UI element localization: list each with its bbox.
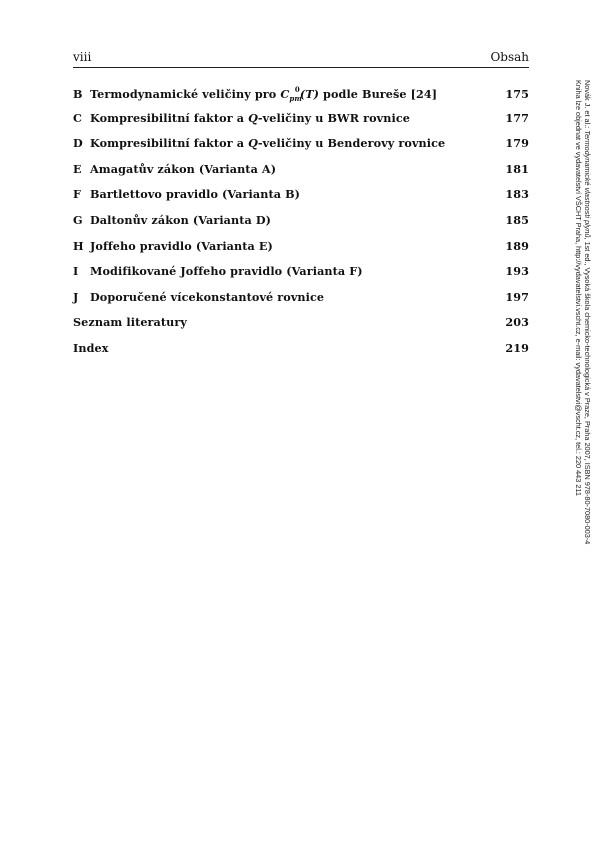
- toc-entry-f[interactable]: [73, 187, 529, 213]
- toc-letter: B: [73, 87, 83, 101]
- citation-line: Novák J. et al.: Termodynamické vlastnosti plynů, 1st ed., Vysoká škola chemicko-technologická v Praze, Praha 2007, ISBN 978-80-7080-003-4: [583, 80, 592, 545]
- toc-entry-c[interactable]: [73, 111, 529, 137]
- toc-page-number: 179: [505, 136, 529, 151]
- toc-entry-d[interactable]: [73, 136, 529, 162]
- toc-title: Termodynamické veličiny pro $C_{pm}^0(T)$ podle Bureše [24]: [90, 85, 438, 103]
- toc-letter: H: [73, 238, 84, 253]
- toc-page-number: 203: [505, 315, 529, 330]
- toc-title: Amagatův zákon (Varianta A): [90, 161, 277, 176]
- toc-page-number: 183: [505, 187, 529, 202]
- toc-page-number: 193: [505, 264, 529, 279]
- order-info-line: Kniha lze objednat ve vydavatelství VŠCHT Praha, http://vydavatelstvi.vscht.cz, e-mail: vydavatelstvi@vscht.cz, tel.: 220 443 211: [574, 80, 583, 496]
- toc-page-number: 175: [505, 87, 529, 101]
- toc-letter: J: [73, 289, 79, 304]
- toc-letter: C: [73, 110, 83, 125]
- toc-entry-b[interactable]: [73, 85, 529, 111]
- toc-entry-bibliography[interactable]: [73, 315, 529, 341]
- toc-page-number: 185: [505, 212, 529, 227]
- toc-page-number: 197: [505, 289, 529, 304]
- toc-letter: D: [73, 136, 83, 151]
- toc-entry-i[interactable]: [73, 264, 529, 290]
- toc-letter: G: [73, 212, 83, 227]
- toc-title: Bartlettovo pravidlo (Varianta B): [90, 187, 301, 202]
- toc-page-number: 219: [505, 340, 529, 355]
- toc-entry-index[interactable]: [73, 341, 529, 367]
- section-title: Obsah: [490, 50, 529, 64]
- toc-entry-g[interactable]: [73, 213, 529, 239]
- toc-title: Joffeho pravidlo (Varianta E): [90, 238, 273, 253]
- toc-title: Doporučené vícekonstantové rovnice: [90, 289, 325, 304]
- toc-title: Kompresibilitní faktor a Q-veličiny u Benderovy rovnice: [90, 136, 446, 151]
- page-header: [73, 50, 529, 64]
- toc-letter: I: [73, 264, 79, 279]
- header-rule: [73, 67, 529, 68]
- page-number: viii: [73, 50, 92, 64]
- toc-entry-h[interactable]: [73, 239, 529, 265]
- toc-letter: E: [73, 161, 82, 176]
- toc-title: Seznam literatury: [73, 315, 187, 330]
- toc-title: Daltonův zákon (Varianta D): [90, 212, 272, 227]
- margin-citation: [547, 80, 592, 640]
- toc-letter: F: [73, 187, 82, 202]
- toc-title: Kompresibilitní faktor a Q-veličiny u BWR rovnice: [90, 110, 410, 125]
- toc-entry-e[interactable]: [73, 162, 529, 188]
- toc-page-number: 177: [505, 110, 529, 125]
- toc-page-number: 181: [505, 161, 529, 176]
- toc-title: Modifikované Joffeho pravidlo (Varianta F): [90, 264, 363, 279]
- toc-title: Index: [73, 340, 109, 355]
- toc-page-number: 189: [505, 238, 529, 253]
- table-of-contents: [73, 85, 529, 367]
- toc-entry-j[interactable]: [73, 290, 529, 316]
